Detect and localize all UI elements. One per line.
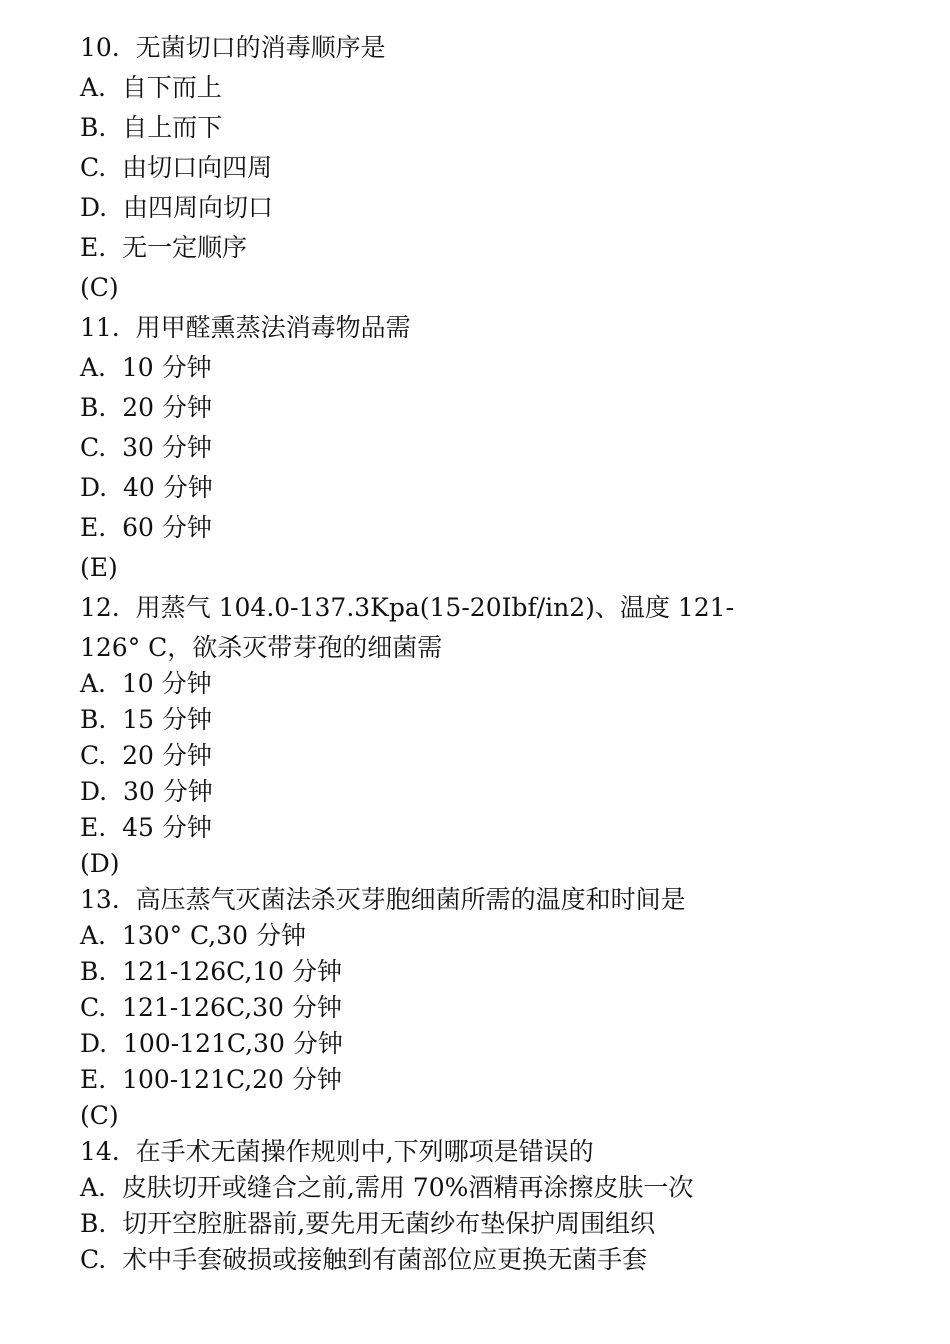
question-13-option-e: E. 100-121C,20 分钟 bbox=[80, 1065, 342, 1094]
question-10-answer: (C) bbox=[80, 273, 119, 302]
question-12-option-a: A. 10 分钟 bbox=[80, 669, 212, 698]
document-page bbox=[80, 28, 920, 1278]
question-13-option-d: D. 100-121C,30 分钟 bbox=[80, 1029, 343, 1058]
question-12-option-d: D. 30 分钟 bbox=[80, 777, 213, 806]
question-10-option-b: B. 自上而下 bbox=[80, 113, 223, 142]
question-12-option-e: E. 45 分钟 bbox=[80, 813, 212, 842]
question-10-option-c: C. 由切口向四周 bbox=[80, 153, 273, 182]
question-10-stem: 10. 无菌切口的消毒顺序是 bbox=[80, 33, 386, 62]
question-10-option-a: A. 自下而上 bbox=[80, 73, 222, 102]
question-11-option-e: E. 60 分钟 bbox=[80, 513, 212, 542]
question-12-stem-line-1: 12. 用蒸气 104.0-137.3Kpa(15-20Ibf/in2)、温度 121- bbox=[80, 593, 735, 622]
question-12-option-c: C. 20 分钟 bbox=[80, 741, 212, 770]
question-12-answer: (D) bbox=[80, 849, 120, 878]
question-11-option-d: D. 40 分钟 bbox=[80, 473, 213, 502]
question-13-option-a: A. 130° C,30 分钟 bbox=[80, 921, 307, 950]
question-14-option-c: C. 术中手套破损或接触到有菌部位应更换无菌手套 bbox=[80, 1245, 648, 1274]
question-10-option-d: D. 由四周向切口 bbox=[80, 193, 273, 222]
question-12-stem-line-2: 126° C，欲杀灭带芽孢的细菌需 bbox=[80, 633, 443, 662]
question-11-option-a: A. 10 分钟 bbox=[80, 353, 212, 382]
question-11-stem: 11. 用甲醛熏蒸法消毒物品需 bbox=[80, 313, 411, 342]
question-10-option-e: E. 无一定顺序 bbox=[80, 233, 248, 262]
question-14-option-a: A. 皮肤切开或缝合之前,需用 70%酒精再涂擦皮肤一次 bbox=[80, 1173, 694, 1202]
question-11-option-b: B. 20 分钟 bbox=[80, 393, 212, 422]
question-11-option-c: C. 30 分钟 bbox=[80, 433, 212, 462]
question-13-answer: (C) bbox=[80, 1101, 119, 1130]
question-14-option-b: B. 切开空腔脏器前,要先用无菌纱布垫保护周围组织 bbox=[80, 1209, 656, 1238]
question-14-stem: 14. 在手术无菌操作规则中,下列哪项是错误的 bbox=[80, 1137, 594, 1166]
question-12-option-b: B. 15 分钟 bbox=[80, 705, 212, 734]
question-13-option-c: C. 121-126C,30 分钟 bbox=[80, 993, 342, 1022]
question-13-stem: 13. 高压蒸气灭菌法杀灭芽胞细菌所需的温度和时间是 bbox=[80, 885, 686, 914]
question-13-option-b: B. 121-126C,10 分钟 bbox=[80, 957, 343, 986]
question-11-answer: (E) bbox=[80, 553, 118, 582]
